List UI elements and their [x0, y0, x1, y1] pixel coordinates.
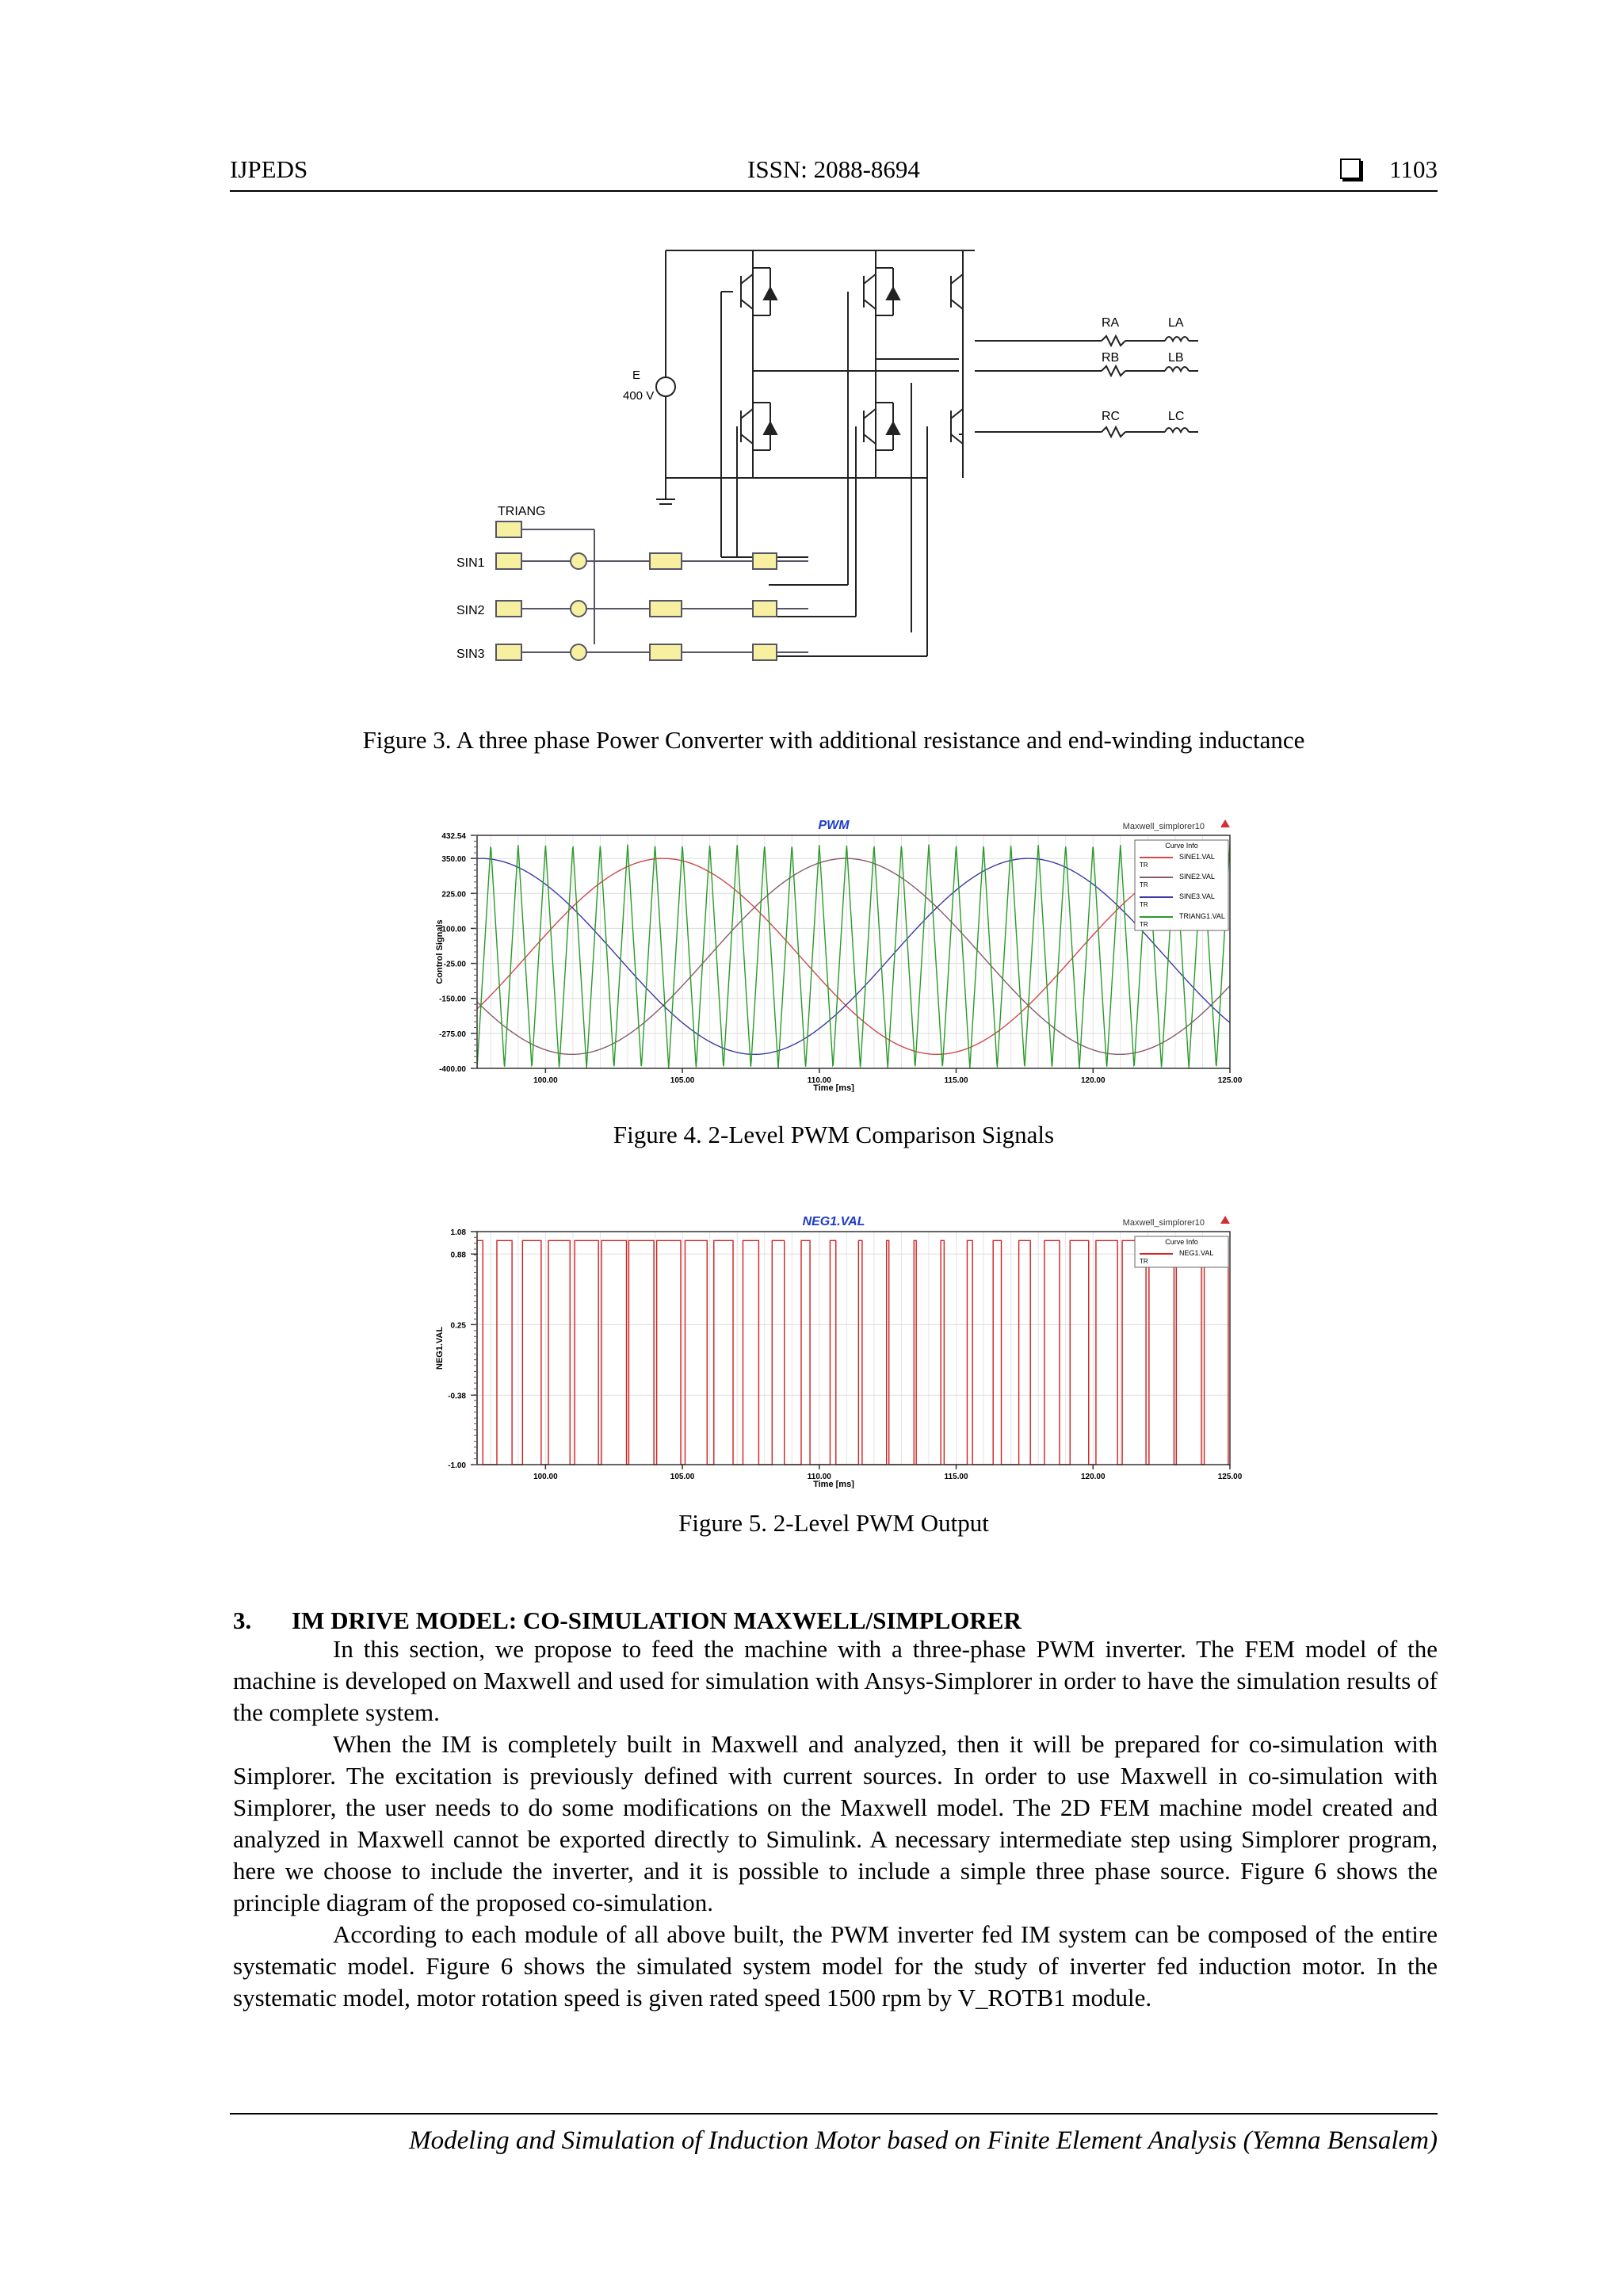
- x-tick-label: 110.00: [807, 1473, 831, 1481]
- y-tick-label: 100.00: [441, 925, 466, 934]
- y-tick-label: -400.00: [439, 1065, 466, 1074]
- legend-tag: TR: [1140, 1258, 1148, 1265]
- issn: ISSN: 2088-8694: [747, 155, 920, 183]
- figure5-title: NEG1.VAL: [802, 1215, 865, 1228]
- x-tick-label: 115.00: [944, 1076, 968, 1085]
- x-tick-label: 100.00: [533, 1076, 558, 1085]
- y-tick-label: -25.00: [443, 960, 466, 969]
- lc-label: LC: [1168, 410, 1185, 423]
- figure3-load: [975, 262, 1236, 468]
- legend-title: Curve Info: [1165, 842, 1198, 850]
- y-tick-label: 0.88: [450, 1251, 466, 1260]
- x-tick-label: 105.00: [670, 1076, 695, 1085]
- y-tick-label: -150.00: [439, 995, 466, 1004]
- legend-entry: NEG1.VAL: [1179, 1249, 1214, 1257]
- x-tick-label: 100.00: [533, 1473, 558, 1481]
- section-number: 3.: [233, 1606, 252, 1634]
- section-heading: [233, 1606, 1022, 1635]
- box-icon: [1340, 159, 1361, 179]
- x-tick-label: 105.00: [670, 1473, 695, 1481]
- section-title: IM DRIVE MODEL: CO-SIMULATION MAXWELL/SIMPLORER: [292, 1606, 1022, 1634]
- figure5-legend: [1135, 1236, 1228, 1267]
- ra-label: RA: [1102, 316, 1120, 330]
- figure5-xlabel: Time [ms]: [813, 1480, 854, 1488]
- footer-rule: [230, 2113, 1438, 2115]
- y-tick-label: -1.00: [448, 1461, 466, 1470]
- legend-entry: SINE1.VAL: [1179, 853, 1215, 861]
- page-footer: Modeling and Simulation of Induction Motor based on Finite Element Analysis (Yemna Bensalem): [409, 2126, 1438, 2155]
- figure3-caption: Figure 3. A three phase Power Converter with additional resistance and end-winding inductance: [362, 726, 1305, 754]
- figure4-app-label: Maxwell_simplorer10: [1122, 822, 1205, 831]
- paragraph: In this section, we propose to feed the machine with a three-phase PWM inverter. The FEM model of the machine is developed on Maxwell and used for simulation with Ansys-Simplorer in order to have the simulation results of the complete system.: [233, 1635, 1438, 1726]
- sin3-label: SIN3: [456, 648, 485, 661]
- figure5-ylabel: NEG1.VAL: [435, 1326, 445, 1370]
- sum-and-compare-blocks: [571, 553, 777, 660]
- triang-label: TRIANG: [498, 505, 546, 518]
- journal-name: IJPEDS: [230, 155, 308, 183]
- section-body: [233, 1633, 1438, 2014]
- y-tick-label: 1.08: [450, 1228, 466, 1237]
- y-tick-label: 432.54: [441, 832, 466, 841]
- la-label: LA: [1168, 316, 1184, 330]
- x-tick-label: 125.00: [1217, 1473, 1243, 1481]
- legend-title: Curve Info: [1165, 1238, 1198, 1246]
- figure4-ylabel: Control Signals: [435, 919, 445, 984]
- figure5-app-label: Maxwell_simplorer10: [1122, 1218, 1205, 1228]
- sine-source-blocks: [456, 553, 521, 661]
- figure3-circuit: [452, 244, 975, 688]
- x-tick-label: 115.00: [944, 1473, 968, 1481]
- x-tick-label: 120.00: [1080, 1473, 1106, 1481]
- rc-label: RC: [1102, 410, 1121, 423]
- x-tick-label: 125.00: [1217, 1076, 1243, 1085]
- figure4-legend: [1135, 840, 1228, 930]
- triangle-source-block: [496, 505, 545, 537]
- sin1-label: SIN1: [456, 556, 485, 570]
- sin2-label: SIN2: [456, 604, 485, 617]
- header-rule: [230, 190, 1438, 192]
- page-number: 1103: [1389, 155, 1438, 183]
- figure4-xlabel: Time [ms]: [813, 1083, 854, 1092]
- page-number-block: [1340, 155, 1438, 184]
- legend-tag: TR: [1140, 861, 1148, 869]
- paragraph: When the IM is completely built in Maxwell and analyzed, then it will be prepared for co-simulation with Simplorer. The excitation is previously defined with current sources. In order to use Maxwell in co-simulation with Simplorer, the user needs to do some modifications on the Maxwell model. The 2D FEM machine model created and analyzed in Maxwell cannot be exported directly to Simulink. A necessary intermediate step using Simplorer program, here we choose to include the inverter, and it is possible to include a simple three phase source. Figure 6 shows the principle diagram of the proposed co-simulation.: [233, 1730, 1438, 1916]
- x-tick-label: 120.00: [1080, 1076, 1106, 1085]
- legend-tag: TR: [1140, 921, 1148, 928]
- y-tick-label: -0.38: [448, 1392, 466, 1401]
- y-tick-label: 225.00: [441, 890, 466, 900]
- legend-entry: SINE2.VAL: [1179, 873, 1215, 881]
- x-tick-label: 110.00: [807, 1076, 831, 1085]
- legend-tag: TR: [1140, 881, 1148, 888]
- y-tick-label: 0.25: [450, 1321, 466, 1331]
- lb-label: LB: [1168, 351, 1184, 365]
- figure4-caption: Figure 4. 2-Level PWM Comparison Signals: [613, 1121, 1055, 1148]
- legend-tag: TR: [1140, 901, 1148, 908]
- figure5-caption: Figure 5. 2-Level PWM Output: [678, 1509, 989, 1537]
- paragraph: According to each module of all above built, the PWM inverter fed IM system can be composed of the entire systematic model. Figure 6 shows the simulated system model for the study of inverter fed induction motor. In the systematic model, motor rotation speed is given rated speed 1500 rpm by V_ROTB1 module.: [233, 1920, 1438, 2011]
- source-value: 400 V: [623, 389, 655, 403]
- page-header: [230, 155, 1438, 189]
- y-tick-label: 350.00: [441, 855, 466, 865]
- source-label: E: [632, 369, 641, 382]
- legend-entry: TRIANG1.VAL: [1179, 912, 1225, 920]
- igbt-legs: [721, 250, 963, 656]
- legend-entry: SINE3.VAL: [1179, 892, 1215, 900]
- figure5-chart: [428, 1203, 1244, 1488]
- rb-label: RB: [1102, 351, 1120, 365]
- figure4-title: PWM: [818, 819, 850, 832]
- y-tick-label: -275.00: [439, 1030, 466, 1039]
- figure4-chart: [428, 807, 1244, 1092]
